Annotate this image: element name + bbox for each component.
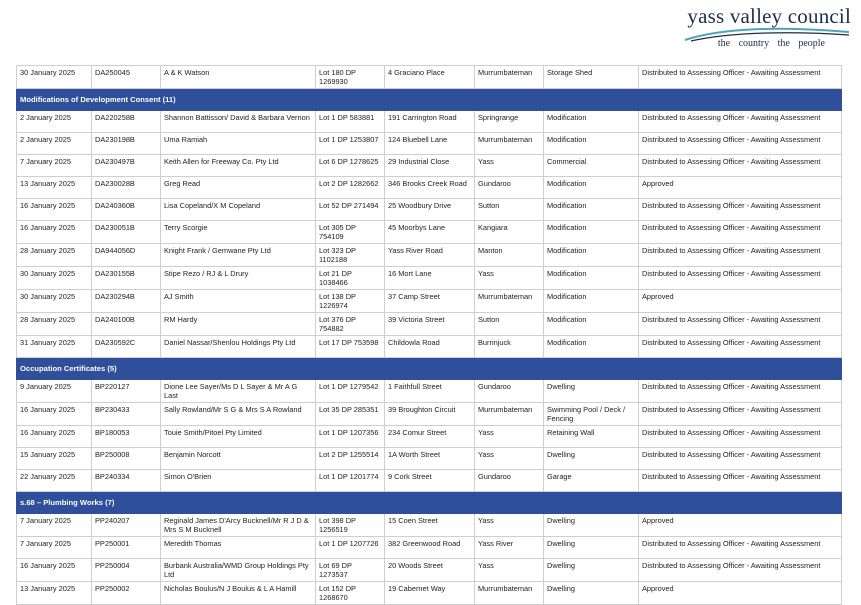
date-cell: 22 January 2025 [17,470,92,492]
locality-cell: Yass River [475,537,544,559]
table-row [17,514,842,537]
lot-dp-cell: Lot 69 DP 1273537 [316,559,385,582]
date-cell: 16 January 2025 [17,559,92,582]
status-cell: Distributed to Assessing Officer - Awaiting Assessment [639,426,842,448]
table-row [17,559,842,582]
section-header-row [17,89,842,111]
table-row [17,380,842,403]
applicant-cell: Meredith Thomas [161,537,316,559]
development-type-cell: Modification [544,336,639,358]
date-cell: 13 January 2025 [17,177,92,199]
date-cell: 13 January 2025 [17,582,92,605]
date-cell: 7 January 2025 [17,155,92,177]
applicant-cell: Burbank Australia/WMD Group Holdings Pty Ltd [161,559,316,582]
date-cell: 30 January 2025 [17,66,92,89]
lot-dp-cell: Lot 1 DP 1207356 [316,426,385,448]
applicant-cell: Uma Ramiah [161,133,316,155]
application-number-cell: PP240207 [92,514,161,537]
status-cell: Distributed to Assessing Officer - Awaiting Assessment [639,111,842,133]
status-cell: Distributed to Assessing Officer - Awaiting Assessment [639,336,842,358]
status-cell: Distributed to Assessing Officer - Awaiting Assessment [639,448,842,470]
address-cell: 191 Carrington Road [385,111,475,133]
address-cell: 4 Graciano Place [385,66,475,89]
locality-cell: Springrange [475,111,544,133]
applicant-cell: Lisa Copeland/X M Copeland [161,199,316,221]
address-cell: 16 Mort Lane [385,267,475,290]
locality-cell: Yass [475,559,544,582]
locality-cell: Sutton [475,313,544,336]
development-type-cell: Modification [544,177,639,199]
development-type-cell: Modification [544,133,639,155]
development-type-cell: Dwelling [544,448,639,470]
date-cell: 16 January 2025 [17,221,92,244]
application-number-cell: DA230294B [92,290,161,313]
address-cell: 1 Faithfull Street [385,380,475,403]
lot-dp-cell: Lot 376 DP 754882 [316,313,385,336]
application-number-cell: PP250001 [92,537,161,559]
application-number-cell: DA220258B [92,111,161,133]
locality-cell: Murrumbateman [475,66,544,89]
table-row [17,66,842,89]
section-title: Occupation Certificates (5) [17,358,842,380]
status-cell: Approved [639,582,842,605]
lot-dp-cell: Lot 1 DP 1253807 [316,133,385,155]
application-number-cell: PP250004 [92,559,161,582]
address-cell: 37 Camp Street [385,290,475,313]
address-cell: 346 Brooks Creek Road [385,177,475,199]
locality-cell: Yass [475,267,544,290]
applicant-cell: Shannon Battisson/ David & Barbara Vernon [161,111,316,133]
table-row [17,177,842,199]
lot-dp-cell: Lot 398 DP 1256519 [316,514,385,537]
status-cell: Distributed to Assessing Officer - Awaiting Assessment [639,155,842,177]
status-cell: Distributed to Assessing Officer - Awaiting Assessment [639,403,842,426]
date-cell: 30 January 2025 [17,267,92,290]
development-type-cell: Swimming Pool / Deck / Fencing [544,403,639,426]
locality-cell: Murrumbateman [475,290,544,313]
lot-dp-cell: Lot 305 DP 754109 [316,221,385,244]
applicant-cell: Simon O'Brien [161,470,316,492]
lot-dp-cell: Lot 52 DP 271494 [316,199,385,221]
council-logo [681,4,851,50]
address-cell: 29 Industrial Close [385,155,475,177]
section-header-row [17,492,842,514]
locality-cell: Manton [475,244,544,267]
section-title: Modifications of Development Consent (11) [17,89,842,111]
date-cell: 2 January 2025 [17,111,92,133]
locality-cell: Yass [475,155,544,177]
locality-cell: Gundaroo [475,177,544,199]
locality-cell: Murrumbateman [475,403,544,426]
address-cell: 19 Cabernet Way [385,582,475,605]
applicant-cell: Terry Scorgie [161,221,316,244]
applicant-cell: Greg Read [161,177,316,199]
address-cell: 124 Bluebell Lane [385,133,475,155]
locality-cell: Gundaroo [475,470,544,492]
status-cell: Distributed to Assessing Officer - Awaiting Assessment [639,244,842,267]
section-header-row [17,358,842,380]
address-cell: Yass River Road [385,244,475,267]
development-type-cell: Garage [544,470,639,492]
lot-dp-cell: Lot 152 DP 1268670 [316,582,385,605]
date-cell: 16 January 2025 [17,403,92,426]
applications-table [16,65,842,605]
status-cell: Distributed to Assessing Officer - Awaiting Assessment [639,267,842,290]
applicant-cell: Daniel Nassar/Shenlou Holdings Pty Ltd [161,336,316,358]
date-cell: 28 January 2025 [17,244,92,267]
lot-dp-cell: Lot 21 DP 1038466 [316,267,385,290]
application-number-cell: BP240334 [92,470,161,492]
locality-cell: Sutton [475,199,544,221]
application-number-cell: DA240360B [92,199,161,221]
lot-dp-cell: Lot 35 DP 285351 [316,403,385,426]
address-cell: 20 Woods Street [385,559,475,582]
status-cell: Approved [639,514,842,537]
lot-dp-cell: Lot 323 DP 1102188 [316,244,385,267]
application-number-cell: BP220127 [92,380,161,403]
table-row [17,313,842,336]
development-type-cell: Retaining Wall [544,426,639,448]
date-cell: 30 January 2025 [17,290,92,313]
locality-cell: Gundaroo [475,380,544,403]
date-cell: 7 January 2025 [17,537,92,559]
table-row [17,290,842,313]
address-cell: 39 Broughton Circuit [385,403,475,426]
applicant-cell: Keith Allen for Freeway Co. Pty Ltd [161,155,316,177]
locality-cell: Murrumbateman [475,582,544,605]
applicant-cell: RM Hardy [161,313,316,336]
applicant-cell: Sally Rowland/Mr S G & Mrs S A Rowland [161,403,316,426]
application-number-cell: PP250002 [92,582,161,605]
development-type-cell: Modification [544,199,639,221]
status-cell: Distributed to Assessing Officer - Awaiting Assessment [639,380,842,403]
table-row [17,448,842,470]
application-number-cell: BP180053 [92,426,161,448]
table-row [17,537,842,559]
table-row [17,336,842,358]
application-number-cell: DA230051B [92,221,161,244]
lot-dp-cell: Lot 138 DP 1226974 [316,290,385,313]
lot-dp-cell: Lot 6 DP 1278625 [316,155,385,177]
application-number-cell: BP250008 [92,448,161,470]
applicant-cell: A & K Watson [161,66,316,89]
locality-cell: Yass [475,426,544,448]
lot-dp-cell: Lot 2 DP 1255514 [316,448,385,470]
address-cell: Childowla Road [385,336,475,358]
table-row [17,403,842,426]
address-cell: 15 Coen Street [385,514,475,537]
lot-dp-cell: Lot 1 DP 1201774 [316,470,385,492]
lot-dp-cell: Lot 17 DP 753598 [316,336,385,358]
date-cell: 31 January 2025 [17,336,92,358]
status-cell: Distributed to Assessing Officer - Awaiting Assessment [639,313,842,336]
application-number-cell: DA250045 [92,66,161,89]
applicant-cell: Reginald James D'Arcy Bucknell/Mr R J D & Mrs S M Bucknell [161,514,316,537]
date-cell: 9 January 2025 [17,380,92,403]
date-cell: 16 January 2025 [17,426,92,448]
table-row [17,155,842,177]
status-cell: Distributed to Assessing Officer - Awaiting Assessment [639,537,842,559]
section-title: s.68 – Plumbing Works (7) [17,492,842,514]
address-cell: 25 Woodbury Drive [385,199,475,221]
logo-tagline: the country the people [717,38,825,49]
date-cell: 15 January 2025 [17,448,92,470]
date-cell: 28 January 2025 [17,313,92,336]
table-row [17,133,842,155]
table-row [17,221,842,244]
logo-name: yass valley council [687,4,851,28]
date-cell: 7 January 2025 [17,514,92,537]
lot-dp-cell: Lot 2 DP 1282662 [316,177,385,199]
application-number-cell: DA230592C [92,336,161,358]
development-type-cell: Modification [544,111,639,133]
applicant-cell: Stipe Rezo / RJ & L Drury [161,267,316,290]
locality-cell: Burrinjuck [475,336,544,358]
application-number-cell: BP230433 [92,403,161,426]
status-cell: Distributed to Assessing Officer - Awaiting Assessment [639,221,842,244]
applicant-cell: Knight Frank / Gemwane Pty Ltd [161,244,316,267]
status-cell: Distributed to Assessing Officer - Awaiting Assessment [639,470,842,492]
development-type-cell: Modification [544,244,639,267]
development-type-cell: Dwelling [544,537,639,559]
locality-cell: Yass [475,514,544,537]
development-type-cell: Dwelling [544,514,639,537]
lot-dp-cell: Lot 1 DP 1279542 [316,380,385,403]
applicant-cell: Touie Smith/Pitoel Pty Limited [161,426,316,448]
status-cell: Distributed to Assessing Officer - Awaiting Assessment [639,559,842,582]
development-type-cell: Storage Shed [544,66,639,89]
table-row [17,426,842,448]
table-row [17,111,842,133]
lot-dp-cell: Lot 1 DP 583881 [316,111,385,133]
table-row [17,267,842,290]
address-cell: 39 Victoria Street [385,313,475,336]
development-type-cell: Modification [544,267,639,290]
address-cell: 1A Worth Street [385,448,475,470]
lot-dp-cell: Lot 1 DP 1207726 [316,537,385,559]
development-type-cell: Commercial [544,155,639,177]
locality-cell: Murrumbateman [475,133,544,155]
address-cell: 9 Cork Street [385,470,475,492]
status-cell: Distributed to Assessing Officer - Awaiting Assessment [639,199,842,221]
date-cell: 16 January 2025 [17,199,92,221]
status-cell: Distributed to Assessing Officer - Awaiting Assessment [639,133,842,155]
date-cell: 2 January 2025 [17,133,92,155]
table-row [17,582,842,605]
development-type-cell: Modification [544,290,639,313]
application-number-cell: DA944056D [92,244,161,267]
address-cell: 45 Moorbys Lane [385,221,475,244]
development-type-cell: Modification [544,221,639,244]
applicant-cell: AJ Smith [161,290,316,313]
table-row [17,470,842,492]
address-cell: 234 Comur Street [385,426,475,448]
application-number-cell: DA230155B [92,267,161,290]
lot-dp-cell: Lot 180 DP 1269930 [316,66,385,89]
application-number-cell: DA240100B [92,313,161,336]
development-type-cell: Modification [544,313,639,336]
applicant-cell: Benjamin Norcott [161,448,316,470]
application-number-cell: DA230497B [92,155,161,177]
development-type-cell: Dwelling [544,380,639,403]
table-row [17,199,842,221]
development-type-cell: Dwelling [544,559,639,582]
locality-cell: Yass [475,448,544,470]
application-number-cell: DA230198B [92,133,161,155]
application-number-cell: DA230028B [92,177,161,199]
status-cell: Approved [639,177,842,199]
table-row [17,244,842,267]
address-cell: 382 Greenwood Road [385,537,475,559]
development-type-cell: Dwelling [544,582,639,605]
applicant-cell: Dione Lee Sayer/Ms D L Sayer & Mr A G Last [161,380,316,403]
locality-cell: Kangiara [475,221,544,244]
status-cell: Distributed to Assessing Officer - Awaiting Assessment [639,66,842,89]
applicant-cell: Nicholas Boulus/N J Boulus & L A Hamill [161,582,316,605]
status-cell: Approved [639,290,842,313]
